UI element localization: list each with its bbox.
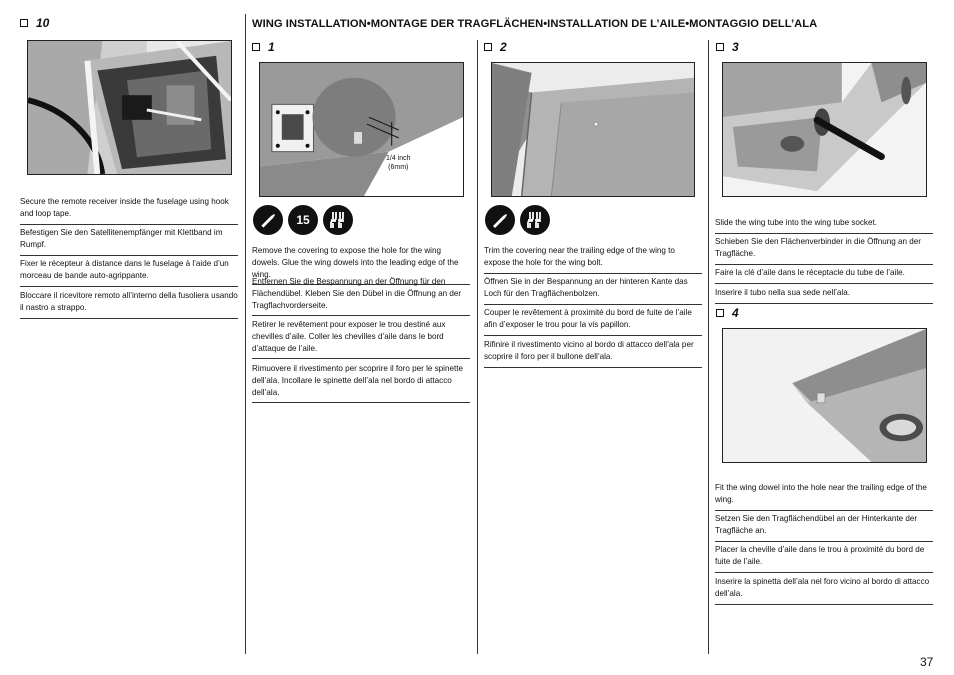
step-10-heading	[20, 16, 49, 30]
checkbox-icon[interactable]	[484, 43, 492, 51]
epoxy-15-minute-icon	[288, 205, 318, 235]
instruction-fr: Fixer le récepteur à distance dans le fuselage à l’aide d’un morceau de bande auto-agrippante.	[20, 258, 238, 287]
instruction-fr: Placer la cheville d’aile dans le trou à proximité du bord de fuite de l’aile.	[715, 544, 933, 573]
checkbox-icon[interactable]	[252, 43, 260, 51]
instruction-it: Bloccare il ricevitore remoto all’interno della fusoliera usando il nastro a strappo.	[20, 290, 238, 319]
instruction-en: Slide the wing tube into the wing tube socket.	[715, 217, 933, 234]
measurement-inch: 1/4 inch	[386, 155, 411, 162]
checkbox-icon[interactable]	[20, 19, 28, 27]
step-number: 10	[36, 16, 50, 30]
step-number: 4	[732, 306, 739, 320]
receiver-photo	[27, 40, 232, 175]
instruction-en: Trim the covering near the trailing edge of the wing to expose the hole for the wing bolt.	[484, 245, 702, 274]
ca-glue-icon	[323, 205, 353, 235]
instruction-it: Inserire il tubo nella sua sede nell’ala.	[715, 287, 933, 304]
measurement-callout	[386, 154, 411, 172]
step-number: 3	[732, 40, 739, 54]
step-number: 2	[500, 40, 507, 54]
instruction-fr: Retirer le revêtement pour exposer le trou destiné aux chevilles d’aile. Coller les chevilles d’aile dans le bord d’attaque de l’aile.	[252, 319, 470, 359]
page-title: WING INSTALLATION•MONTAGE DER TRAGFLÄCHEN•INSTALLATION DE L’AILE•MONTAGGIO DELL’ALA	[252, 18, 818, 30]
wing-dowel-photo	[259, 62, 464, 197]
instruction-de: Schieben Sie den Flächenverbinder in die Öffnung an der Tragfläche.	[715, 236, 933, 265]
wing-tube-photo	[722, 62, 927, 197]
instruction-de: Setzen Sie den Tragflächendübel an der Hinterkante der Tragfläche an.	[715, 513, 933, 542]
trailing-edge-photo	[491, 62, 695, 197]
hobby-knife-icon	[485, 205, 515, 235]
measurement-mm: (6mm)	[388, 164, 409, 171]
instruction-it: Rifinire il rivestimento vicino al bordo di attacco dell’ala per scoprire il foro per il bullone dell’ala.	[484, 339, 702, 368]
instruction-it: Rimuovere il rivestimento per scoprire il foro per le spinette dell’ala. Incollare le spinette dell’ala nel bordo di attacco dell’ala.	[252, 363, 470, 403]
step-3-heading	[716, 40, 739, 54]
ca-glue-icon	[520, 205, 550, 235]
instruction-de: Öffnen Sie in der Bespannung an der hinteren Kante das Loch für den Tragflächenbolzen.	[484, 276, 702, 305]
step-1-heading	[252, 40, 275, 54]
instruction-de: Entfernen Sie die Bespannung an der Öffnung für den Flächendübel. Kleben Sie den Dübel in die Öffnung an der Tragflachvorderseite.	[252, 276, 470, 316]
instruction-en: Remove the covering to expose the hole for the wing dowels. Glue the wing dowels into the leading edge of the wing.	[252, 245, 470, 285]
instruction-fr: Couper le revêtement à proximité du bord de fuite de l’aile afin d’exposer le trou pour la vis papillon.	[484, 307, 702, 336]
epoxy-minutes-label: 15	[296, 213, 310, 227]
instruction-fr: Faire la clé d’aile dans le réceptacle du tube de l’aile.	[715, 267, 933, 284]
hobby-knife-icon	[253, 205, 283, 235]
checkbox-icon[interactable]	[716, 43, 724, 51]
column-divider	[708, 40, 709, 654]
column-divider	[245, 14, 246, 654]
instruction-it: Inserire la spinetta dell’ala nel foro vicino al bordo di attacco dell’ala.	[715, 576, 933, 605]
step-4-heading	[716, 306, 739, 320]
wing-dowel-fit-photo	[722, 328, 927, 463]
checkbox-icon[interactable]	[716, 309, 724, 317]
instruction-en: Fit the wing dowel into the hole near the trailing edge of the wing.	[715, 482, 933, 511]
column-divider	[477, 40, 478, 654]
step-number: 1	[268, 40, 275, 54]
page-number: 37	[920, 655, 934, 669]
instruction-en: Secure the remote receiver inside the fuselage using hook and loop tape.	[20, 196, 238, 225]
instruction-de: Befestigen Sie den Satellitenempfänger mit Klettband im Rumpf.	[20, 227, 238, 256]
step-2-heading	[484, 40, 507, 54]
